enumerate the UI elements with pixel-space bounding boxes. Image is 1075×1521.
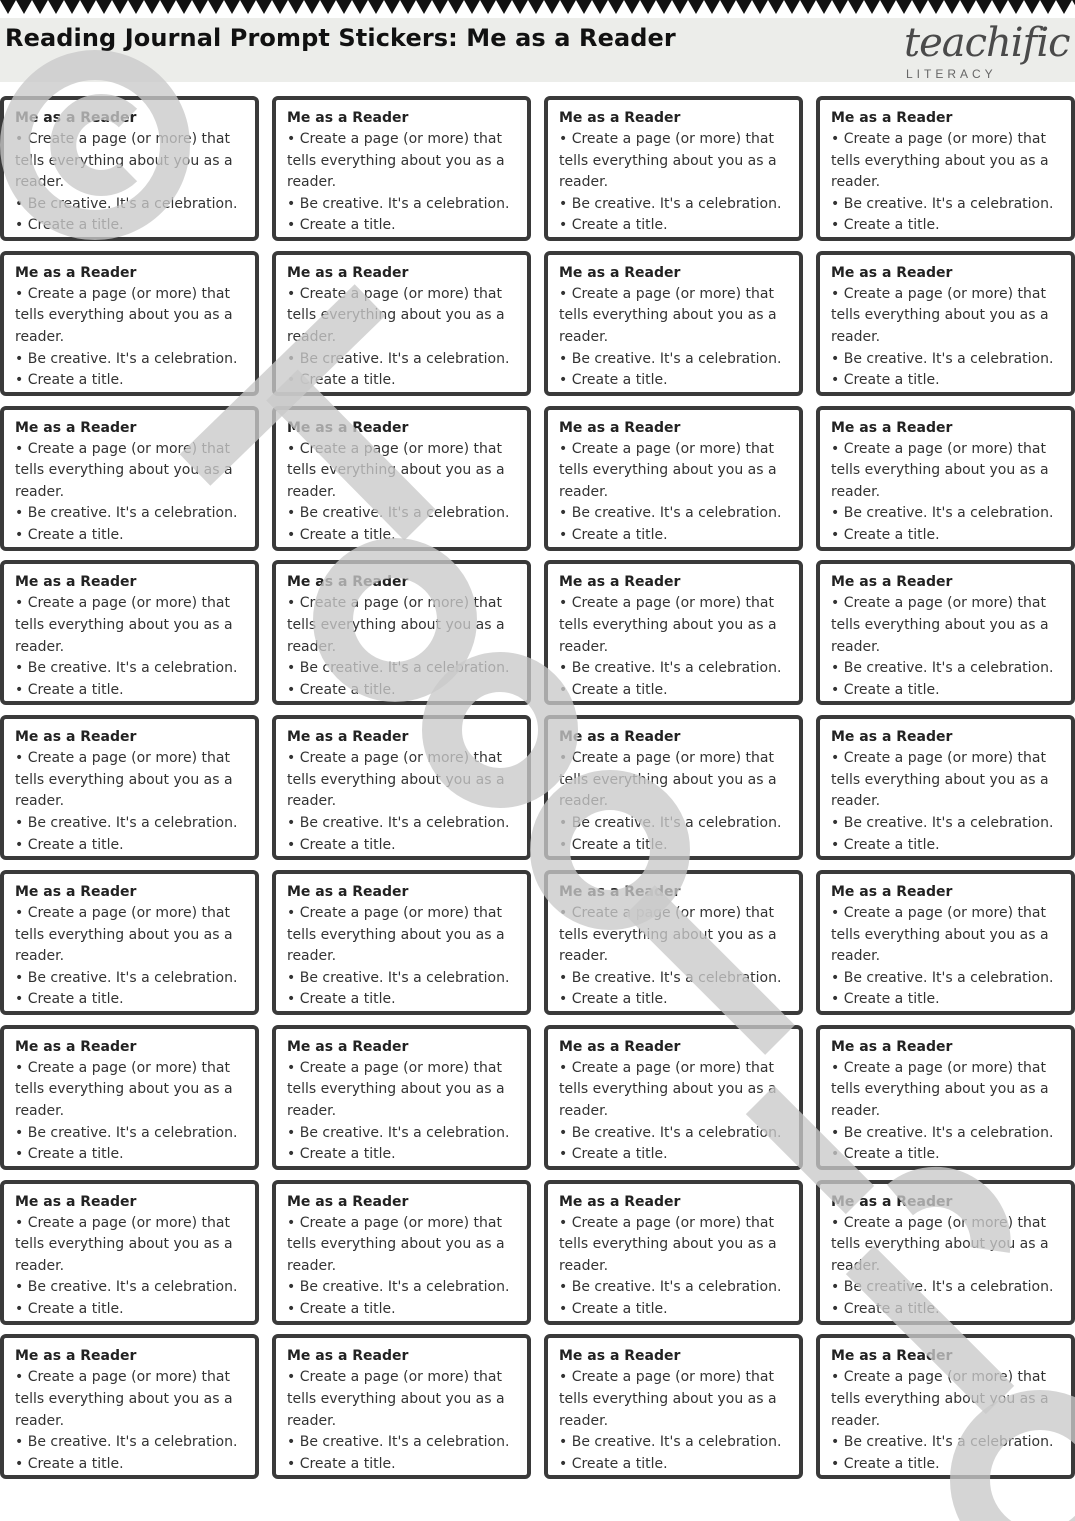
sticker-prompt-line: tells everything about you as a [559,152,777,169]
sticker-prompt-line: • Create a page (or more) that [559,750,774,767]
sticker-prompt-line: reader. [559,638,609,655]
prompt-sticker [544,406,803,551]
sticker-heading: Me as a Reader [15,264,137,281]
sticker-heading: Me as a Reader [287,1348,409,1365]
sticker-prompt-line: • Create a title. [831,217,940,234]
sticker-prompt-line: • Be creative. It's a celebration. [831,969,1054,986]
prompt-sticker [544,560,803,705]
prompt-sticker [0,870,259,1015]
sticker-prompt-line: • Create a page (or more) that [831,904,1046,921]
sticker-prompt-line: • Create a title. [287,217,396,234]
sticker-prompt-line: • Be creative. It's a celebration. [287,969,510,986]
sticker-prompt-line: • Create a page (or more) that [559,131,774,147]
sticker-prompt-line: tells everything about you as a [15,1236,233,1253]
sticker-prompt-line: • Create a page (or more) that [559,595,774,612]
page-title: Reading Journal Prompt Stickers: Me as a Reader [5,24,676,52]
sticker-heading: Me as a Reader [559,1038,681,1055]
sticker-prompt-line: • Create a title. [831,1455,940,1472]
prompt-sticker [0,560,259,705]
sticker-prompt-line: • Create a title. [15,1146,124,1163]
sticker-prompt-line: • Be creative. It's a celebration. [559,1434,782,1451]
sticker-heading: Me as a Reader [287,419,409,436]
sticker-prompt-line: tells everything about you as a [559,616,777,633]
logo-subtitle: LITERACY [906,67,997,81]
sticker-prompt-line: • Create a page (or more) that [287,595,502,612]
sticker-prompt-line: reader. [287,793,337,810]
sticker-prompt-line: • Create a title. [559,372,668,389]
sticker-prompt-line: • Be creative. It's a celebration. [15,1434,238,1451]
sticker-prompt-line: • Be creative. It's a celebration. [831,195,1054,212]
sticker-prompt-line: • Create a page (or more) that [15,1214,230,1231]
sticker-prompt-line: • Be creative. It's a celebration. [559,969,782,986]
sticker-prompt-line: • Create a title. [15,1455,124,1472]
logo-wordmark: teachific [904,20,1070,66]
sticker-prompt-line: • Create a title. [559,1146,668,1163]
sticker-prompt-line: • Create a title. [15,217,124,234]
sticker-prompt-line: tells everything about you as a [15,616,233,633]
sticker-prompt-line: reader. [559,1257,609,1274]
sticker-prompt-line: • Create a page (or more) that [287,440,502,457]
sticker-prompt-line: reader. [831,328,881,345]
sticker-prompt-line: • Create a title. [831,991,940,1008]
prompt-sticker [816,1334,1075,1479]
sticker-prompt-line: reader. [559,1412,609,1429]
sticker-prompt-line: reader. [831,174,881,191]
teachific-logo [900,20,1070,84]
sticker-heading: Me as a Reader [831,1348,953,1365]
sticker-prompt-line: • Be creative. It's a celebration. [15,350,238,367]
sticker-heading: Me as a Reader [831,1038,953,1055]
sticker-prompt-line: tells everything about you as a [15,307,233,324]
sticker-prompt-line: • Create a title. [15,681,124,698]
prompt-sticker [272,251,531,396]
sticker-prompt-line: reader. [287,1412,337,1429]
sticker-prompt-line: reader. [559,328,609,345]
sticker-prompt-line: reader. [287,948,337,965]
prompt-sticker [272,1025,531,1170]
sticker-prompt-line: reader. [287,483,337,500]
prompt-sticker [272,406,531,551]
sticker-prompt-line: • Be creative. It's a celebration. [559,350,782,367]
sticker-prompt-line: reader. [287,1102,337,1119]
sticker-prompt-line: • Be creative. It's a celebration. [287,1434,510,1451]
sticker-prompt-line: • Create a page (or more) that [15,440,230,457]
sticker-prompt-line: reader. [15,1412,65,1429]
prompt-sticker [272,715,531,860]
sticker-prompt-line: reader. [15,793,65,810]
sticker-heading: Me as a Reader [15,110,137,126]
sticker-prompt-line: • Be creative. It's a celebration. [15,814,238,831]
sticker-prompt-line: • Create a page (or more) that [831,440,1046,457]
sticker-heading: Me as a Reader [287,729,409,746]
prompt-sticker [272,870,531,1015]
sticker-prompt-line: • Create a title. [15,526,124,543]
sticker-prompt-line: • Be creative. It's a celebration. [15,969,238,986]
sticker-prompt-line: tells everything about you as a [15,462,233,479]
prompt-sticker [816,406,1075,551]
sticker-heading: Me as a Reader [559,1348,681,1365]
sticker-prompt-line: • Be creative. It's a celebration. [15,1124,238,1141]
sticker-prompt-line: • Create a page (or more) that [831,750,1046,767]
sticker-prompt-line: reader. [831,1412,881,1429]
sticker-heading: Me as a Reader [287,883,409,900]
sticker-heading: Me as a Reader [287,1193,409,1210]
sticker-prompt-line: • Create a title. [287,1455,396,1472]
prompt-sticker [272,560,531,705]
sticker-prompt-line: • Be creative. It's a celebration. [287,505,510,522]
sticker-prompt-line: tells everything about you as a [831,152,1049,169]
prompt-sticker [272,96,531,241]
sticker-prompt-line: • Create a title. [559,1455,668,1472]
sticker-prompt-line: • Create a title. [559,526,668,543]
sticker-prompt-line: reader. [15,174,65,191]
sticker-prompt-line: • Create a title. [559,836,668,853]
zigzag-top-border [0,0,1075,16]
sticker-prompt-line: tells everything about you as a [831,926,1049,943]
sticker-prompt-line: • Create a page (or more) that [559,1369,774,1386]
prompt-sticker [0,251,259,396]
sticker-prompt-line: reader. [287,638,337,655]
prompt-sticker [0,1334,259,1479]
sticker-prompt-line: tells everything about you as a [287,1081,505,1098]
prompt-sticker [816,96,1075,241]
sticker-prompt-line: • Be creative. It's a celebration. [559,660,782,677]
sticker-prompt-line: reader. [287,1257,337,1274]
sticker-prompt-line: tells everything about you as a [15,1081,233,1098]
sticker-prompt-line: tells everything about you as a [287,152,505,169]
sticker-heading: Me as a Reader [559,419,681,436]
sticker-prompt-line: • Create a page (or more) that [15,595,230,612]
sticker-heading: Me as a Reader [287,110,409,126]
sticker-prompt-line: reader. [15,948,65,965]
sticker-prompt-line: • Create a page (or more) that [287,750,502,767]
sticker-prompt-line: tells everything about you as a [15,1390,233,1407]
sticker-prompt-line: tells everything about you as a [287,1390,505,1407]
prompt-sticker [544,96,803,241]
sticker-prompt-line: • Be creative. It's a celebration. [287,350,510,367]
prompt-sticker [544,1334,803,1479]
sticker-prompt-line: reader. [559,793,609,810]
sticker-prompt-line: reader. [559,948,609,965]
sticker-prompt-line: • Create a title. [559,1300,668,1317]
sticker-prompt-line: tells everything about you as a [559,771,777,788]
sticker-heading: Me as a Reader [559,1193,681,1210]
prompt-sticker [544,1180,803,1325]
sticker-prompt-line: reader. [15,1257,65,1274]
prompt-sticker [0,1025,259,1170]
sticker-grid [0,96,1075,1482]
sticker-prompt-line: tells everything about you as a [831,1081,1049,1098]
sticker-heading: Me as a Reader [15,883,137,900]
sticker-prompt-line: • Create a page (or more) that [287,285,502,302]
sticker-prompt-line: • Be creative. It's a celebration. [15,195,238,212]
sticker-prompt-line: • Be creative. It's a celebration. [831,660,1054,677]
sticker-prompt-line: • Create a page (or more) that [287,1214,502,1231]
sticker-prompt-line: • Be creative. It's a celebration. [15,505,238,522]
sticker-prompt-line: • Create a title. [15,991,124,1008]
sticker-prompt-line: tells everything about you as a [831,307,1049,324]
sticker-prompt-line: • Be creative. It's a celebration. [287,1124,510,1141]
sticker-prompt-line: • Create a page (or more) that [831,285,1046,302]
prompt-sticker [544,870,803,1015]
prompt-sticker [816,715,1075,860]
sticker-prompt-line: tells everything about you as a [15,152,233,169]
sticker-prompt-line: reader. [15,483,65,500]
sticker-prompt-line: • Create a page (or more) that [15,131,230,147]
sticker-prompt-line: • Be creative. It's a celebration. [287,195,510,212]
sticker-prompt-line: • Create a page (or more) that [831,595,1046,612]
sticker-prompt-line: reader. [831,1102,881,1119]
sticker-prompt-line: • Create a page (or more) that [287,131,502,147]
sticker-prompt-line: • Create a title. [831,526,940,543]
sticker-heading: Me as a Reader [831,419,953,436]
sticker-prompt-line: tells everything about you as a [559,1236,777,1253]
sticker-prompt-line: • Be creative. It's a celebration. [15,1279,238,1296]
sticker-heading: Me as a Reader [559,574,681,591]
sticker-heading: Me as a Reader [559,110,681,126]
sticker-prompt-line: • Create a title. [831,681,940,698]
sticker-prompt-line: tells everything about you as a [831,462,1049,479]
prompt-sticker [0,96,259,241]
sticker-prompt-line: tells everything about you as a [831,771,1049,788]
sticker-prompt-line: • Create a title. [287,836,396,853]
prompt-sticker [544,715,803,860]
sticker-prompt-line: tells everything about you as a [559,1390,777,1407]
sticker-prompt-line: • Create a page (or more) that [559,904,774,921]
prompt-sticker [0,1180,259,1325]
sticker-prompt-line: • Be creative. It's a celebration. [559,505,782,522]
prompt-sticker [544,1025,803,1170]
sticker-heading: Me as a Reader [287,574,409,591]
sticker-heading: Me as a Reader [15,419,137,436]
sticker-heading: Me as a Reader [559,264,681,281]
sticker-prompt-line: • Be creative. It's a celebration. [15,660,238,677]
sticker-prompt-line: reader. [831,793,881,810]
sticker-prompt-line: reader. [831,948,881,965]
sticker-heading: Me as a Reader [15,574,137,591]
sticker-prompt-line: • Be creative. It's a celebration. [831,1124,1054,1141]
sticker-prompt-line: • Be creative. It's a celebration. [831,814,1054,831]
sticker-prompt-line: • Be creative. It's a celebration. [287,660,510,677]
sticker-prompt-line: • Create a title. [559,991,668,1008]
sticker-prompt-line: tells everything about you as a [287,771,505,788]
sticker-prompt-line: reader. [831,1257,881,1274]
sticker-prompt-line: • Create a page (or more) that [15,285,230,302]
sticker-prompt-line: tells everything about you as a [287,926,505,943]
prompt-sticker [816,1025,1075,1170]
sticker-heading: Me as a Reader [15,729,137,746]
sticker-prompt-line: • Create a page (or more) that [559,1214,774,1231]
sticker-heading: Me as a Reader [287,264,409,281]
sticker-heading: Me as a Reader [831,574,953,591]
prompt-sticker [816,1180,1075,1325]
sticker-heading: Me as a Reader [15,1348,137,1365]
sticker-heading: Me as a Reader [831,729,953,746]
prompt-sticker [544,251,803,396]
sticker-prompt-line: • Create a page (or more) that [15,1059,230,1076]
sticker-prompt-line: • Create a title. [15,836,124,853]
sticker-prompt-line: • Be creative. It's a celebration. [287,814,510,831]
sticker-prompt-line: tells everything about you as a [559,462,777,479]
sticker-prompt-line: • Create a title. [15,1300,124,1317]
sticker-prompt-line: • Create a title. [831,1146,940,1163]
sticker-prompt-line: • Create a page (or more) that [559,285,774,302]
sticker-heading: Me as a Reader [15,1038,137,1055]
sticker-heading: Me as a Reader [559,729,681,746]
sticker-prompt-line: reader. [287,328,337,345]
sticker-heading: Me as a Reader [831,110,953,126]
sticker-prompt-line: reader. [15,328,65,345]
sticker-prompt-line: • Create a title. [287,991,396,1008]
sticker-prompt-line: reader. [287,174,337,191]
sticker-prompt-line: reader. [559,1102,609,1119]
prompt-sticker [816,870,1075,1015]
sticker-prompt-line: • Create a title. [287,681,396,698]
sticker-prompt-line: • Create a page (or more) that [831,1369,1046,1386]
sticker-prompt-line: • Create a page (or more) that [831,1059,1046,1076]
sticker-prompt-line: • Create a page (or more) that [831,1214,1046,1231]
sticker-prompt-line: • Create a title. [287,1300,396,1317]
sticker-prompt-line: • Create a page (or more) that [287,1369,502,1386]
sticker-prompt-line: • Create a page (or more) that [559,1059,774,1076]
sticker-prompt-line: • Be creative. It's a celebration. [831,505,1054,522]
sticker-prompt-line: reader. [15,638,65,655]
sticker-prompt-line: tells everything about you as a [831,1390,1049,1407]
sticker-prompt-line: • Create a page (or more) that [15,904,230,921]
sticker-prompt-line: • Be creative. It's a celebration. [559,1124,782,1141]
sticker-prompt-line: • Be creative. It's a celebration. [831,1279,1054,1296]
sticker-prompt-line: • Create a title. [287,526,396,543]
sticker-prompt-line: reader. [559,483,609,500]
sticker-prompt-line: • Create a title. [287,372,396,389]
sticker-prompt-line: • Create a page (or more) that [831,131,1046,147]
sticker-prompt-line: tells everything about you as a [559,926,777,943]
prompt-sticker [272,1334,531,1479]
sticker-prompt-line: • Create a title. [559,681,668,698]
sticker-prompt-line: tells everything about you as a [831,616,1049,633]
sticker-prompt-line: • Create a page (or more) that [287,904,502,921]
sticker-prompt-line: • Be creative. It's a celebration. [287,1279,510,1296]
sticker-prompt-line: • Create a page (or more) that [15,750,230,767]
sticker-heading: Me as a Reader [831,1193,953,1210]
sticker-prompt-line: • Create a page (or more) that [287,1059,502,1076]
sticker-heading: Me as a Reader [559,883,681,900]
sticker-prompt-line: • Be creative. It's a celebration. [559,814,782,831]
sticker-prompt-line: • Be creative. It's a celebration. [831,350,1054,367]
sticker-prompt-line: tells everything about you as a [287,462,505,479]
sticker-prompt-line: tells everything about you as a [559,1081,777,1098]
sticker-heading: Me as a Reader [831,883,953,900]
sticker-heading: Me as a Reader [831,264,953,281]
sticker-heading: Me as a Reader [287,1038,409,1055]
sticker-prompt-line: tells everything about you as a [15,771,233,788]
sticker-prompt-line: reader. [15,1102,65,1119]
sticker-prompt-line: • Create a title. [287,1146,396,1163]
sticker-prompt-line: • Create a title. [831,1300,940,1317]
sticker-prompt-line: tells everything about you as a [287,616,505,633]
sticker-prompt-line: reader. [831,483,881,500]
sticker-prompt-line: • Be creative. It's a celebration. [559,1279,782,1296]
sticker-prompt-line: • Be creative. It's a celebration. [831,1434,1054,1451]
sticker-prompt-line: reader. [831,638,881,655]
sticker-prompt-line: tells everything about you as a [15,926,233,943]
sticker-prompt-line: tells everything about you as a [559,307,777,324]
sticker-prompt-line: tells everything about you as a [287,1236,505,1253]
sticker-prompt-line: reader. [559,174,609,191]
prompt-sticker [816,560,1075,705]
prompt-sticker [0,406,259,551]
sticker-prompt-line: • Create a page (or more) that [15,1369,230,1386]
prompt-sticker [816,251,1075,396]
sticker-prompt-line: • Be creative. It's a celebration. [559,195,782,212]
sticker-prompt-line: • Create a title. [831,372,940,389]
prompt-sticker [272,1180,531,1325]
sticker-prompt-line: tells everything about you as a [831,1236,1049,1253]
sticker-heading: Me as a Reader [15,1193,137,1210]
sticker-prompt-line: • Create a page (or more) that [559,440,774,457]
sticker-prompt-line: • Create a title. [15,372,124,389]
sticker-prompt-line: tells everything about you as a [287,307,505,324]
sticker-prompt-line: • Create a title. [559,217,668,234]
sticker-prompt-line: • Create a title. [831,836,940,853]
prompt-sticker [0,715,259,860]
